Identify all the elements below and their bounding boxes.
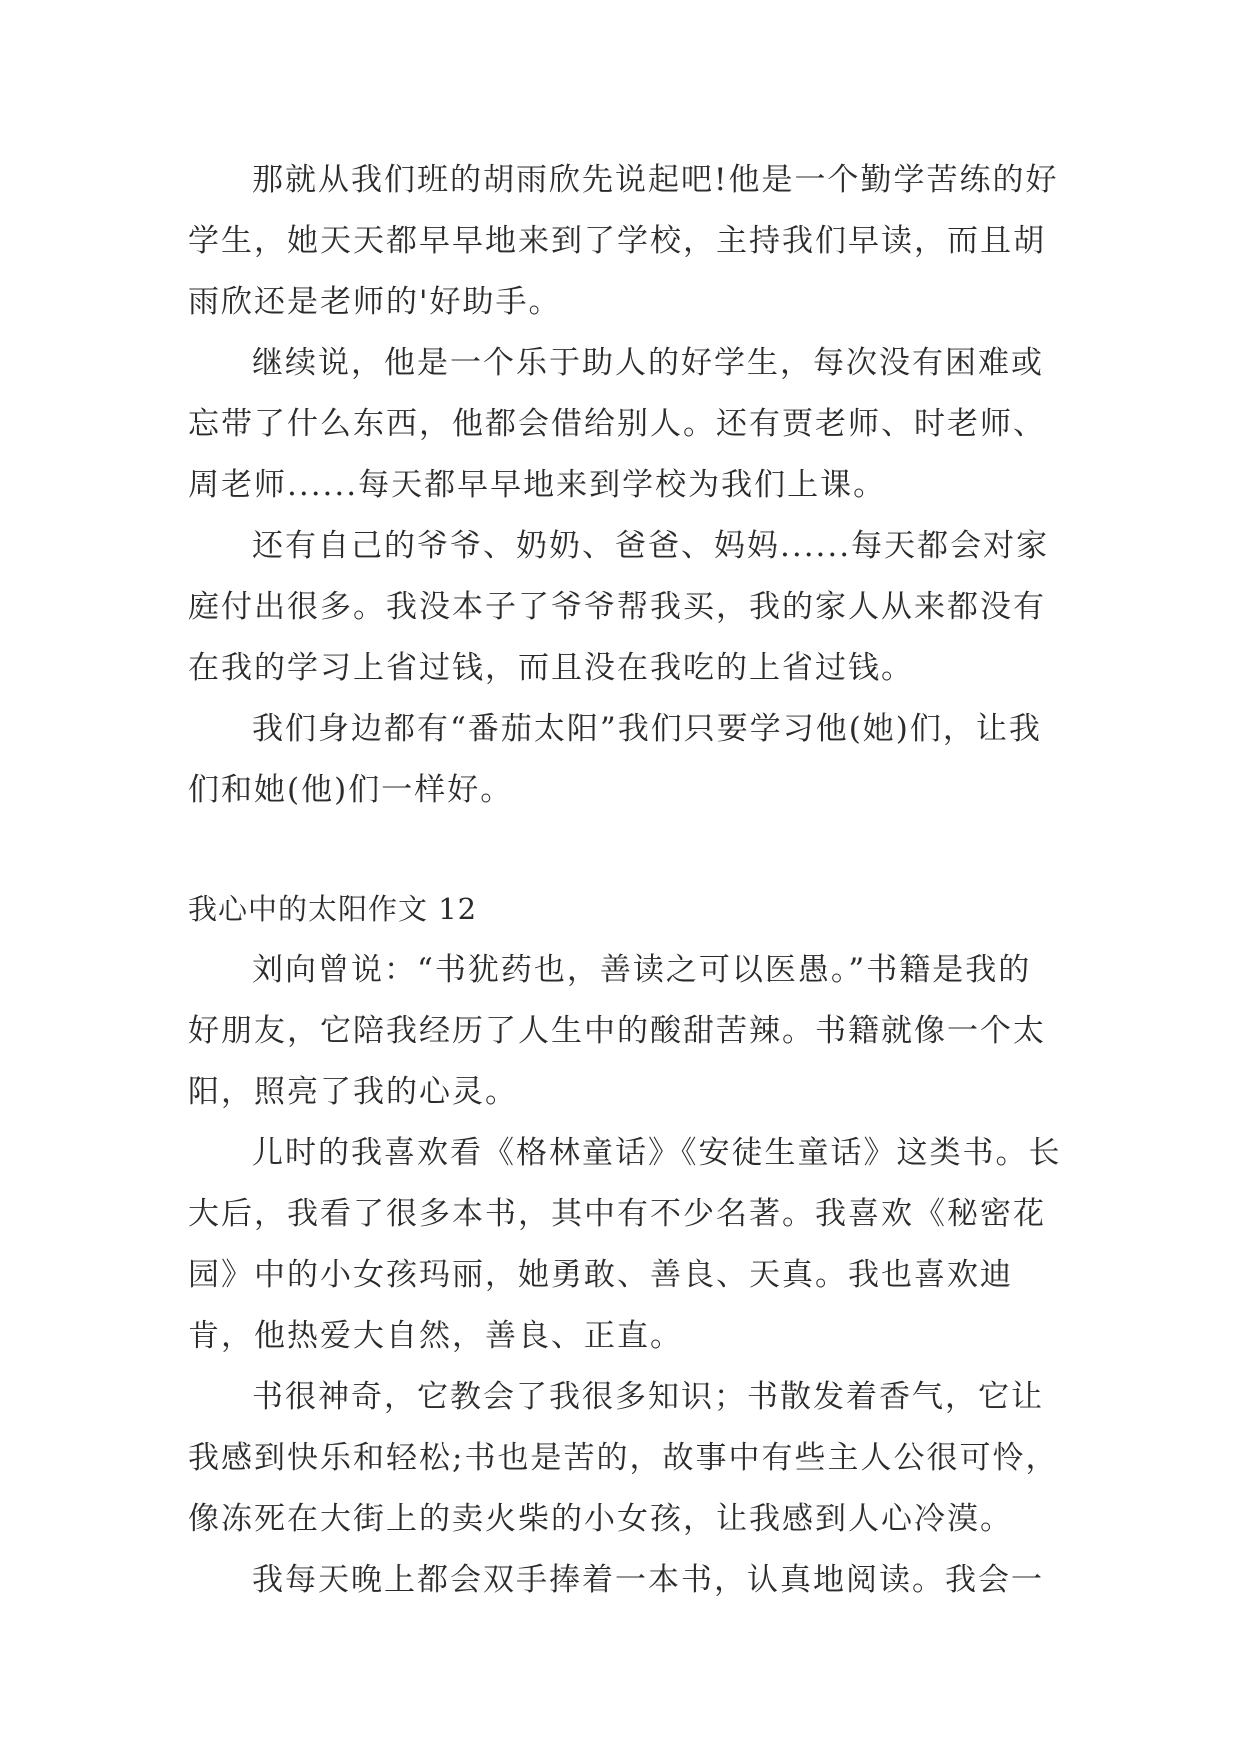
paragraph: 继续说，他是一个乐于助人的好学生，每次没有困难或忘带了什么东西，他都会借给别人。还有贾老师、时老师、周老师......每天都早早地来到学校为我们上课。 xyxy=(188,345,1046,503)
section-spacer xyxy=(188,821,1063,879)
paragraph: 我们身边都有“番茄太阳”我们只要学习他(她)们，让我们和她(他)们一样好。 xyxy=(188,711,1042,808)
section-title: 我心中的太阳作文 12 xyxy=(188,892,478,926)
paragraph: 还有自己的爷爷、奶奶、爸爸、妈妈......每天都会对家庭付出很多。我没本子了爷爷帮我买，我的家人从来都没有在我的学习上省过钱，而且没在我吃的上省过钱。 xyxy=(188,528,1050,686)
paragraph: 我每天晚上都会双手捧着一本书，认真地阅读。我会一 xyxy=(252,1562,1044,1598)
paragraph: 儿时的我喜欢看《格林童话》《安徒生童话》这类书。长大后，我看了很多本书，其中有不少名著。我喜欢《秘密花园》中的小女孩玛丽，她勇敢、善良、天真。我也喜欢迪肯，他热爱大自然，善良、正直。 xyxy=(188,1135,1062,1354)
paragraph: 那就从我们班的胡雨欣先说起吧!他是一个勤学苦练的好学生，她天天都早早地来到了学校，主持我们早读，而且胡雨欣还是老师的'好助手。 xyxy=(188,162,1059,320)
document-body xyxy=(188,150,1063,1611)
paragraph: 刘向曾说：“书犹药也，善读之可以医愚。”书籍是我的好朋友，它陪我经历了人生中的酸甜苦辣。书籍就像一个太阳，照亮了我的心灵。 xyxy=(188,952,1046,1110)
paragraph: 书很神奇，它教会了我很多知识；书散发着香气，它让我感到快乐和轻松;书也是苦的，故事中有些主人公很可怜，像冻死在大街上的卖火柴的小女孩，让我感到人心冷漠。 xyxy=(188,1379,1059,1537)
